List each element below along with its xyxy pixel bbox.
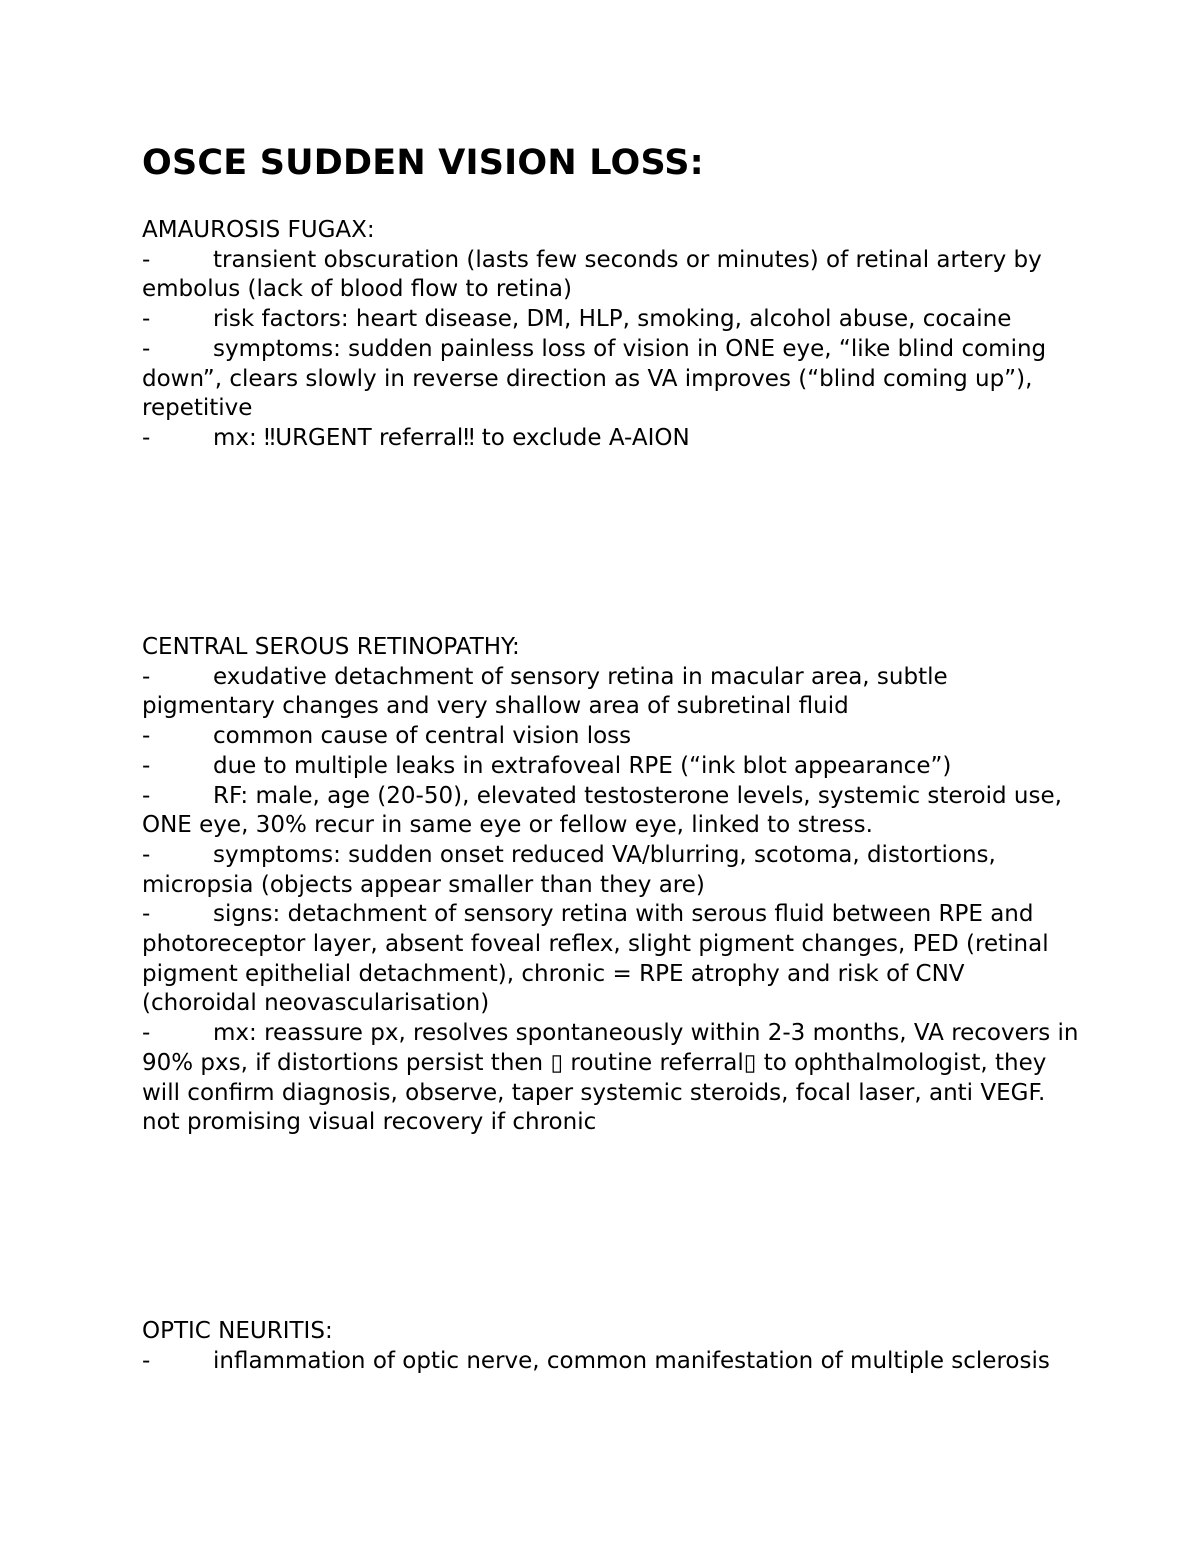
list-item-text: signs: detachment of sensory retina with serous fluid between RPE and photoreceptor layer, absent foveal reflex, slight pigment changes, PED (retinal pigment epithelial detachment), chronic = RPE atrophy and risk of CNV (choroidal neovascularisation) xyxy=(142,901,1049,1017)
bullet-dash: - xyxy=(142,841,151,868)
list-item-text: RF: male, age (20-50), elevated testosterone levels, systemic steroid use, ONE eye, 30% recur in same eye or fellow eye, linked to stress. xyxy=(142,782,1062,839)
list-item xyxy=(142,782,1082,841)
list-item-text: due to multiple leaks in extrafoveal RPE (“ink blot appearance”) xyxy=(213,752,952,779)
bullet-dash: - xyxy=(142,306,151,333)
section-heading: CENTRAL SEROUS RETINOPATHY: xyxy=(142,634,520,660)
list-item-text: risk factors: heart disease, DM, HLP, smoking, alcohol abuse, cocaine xyxy=(213,306,1012,333)
list-item xyxy=(142,841,1082,900)
bullet-dash: - xyxy=(142,901,151,928)
list-item xyxy=(142,246,1082,305)
list-item xyxy=(142,335,1082,424)
bullet-dash: - xyxy=(142,1020,151,1047)
list-item-text: common cause of central vision loss xyxy=(213,723,632,750)
list-item xyxy=(142,1347,1082,1377)
list-item xyxy=(142,722,1082,752)
section-heading: AMAUROSIS FUGAX: xyxy=(142,217,375,243)
list-item-text: mx: reassure px, resolves spontaneously within 2-3 months, VA recovers in 90% pxs, if distortions persist then ▯ routine referral▯ to ophthalmologist, they will confirm diagnosis, observe, taper systemic steroids, focal laser, anti VEGF. not promising visual recovery if chronic xyxy=(142,1020,1079,1136)
list-item xyxy=(142,752,1082,782)
list-item xyxy=(142,424,1082,454)
bullet-dash: - xyxy=(142,1347,151,1374)
section-amaurosis-fugax xyxy=(142,216,1082,454)
bullet-dash: - xyxy=(142,663,151,690)
list-item-text: symptoms: sudden painless loss of vision in ONE eye, “like blind coming down”, clears slowly in reverse direction as VA improves (“blind coming up”), repetitive xyxy=(142,335,1047,422)
list-item-text: exudative detachment of sensory retina in macular area, subtle pigmentary changes and very shallow area of subretinal fluid xyxy=(142,663,948,720)
bullet-dash: - xyxy=(142,246,151,273)
list-item-text: symptoms: sudden onset reduced VA/blurring, scotoma, distortions, micropsia (objects appear smaller than they are) xyxy=(142,841,996,898)
list-item xyxy=(142,900,1082,1019)
section-central-serous-retinopathy xyxy=(142,633,1082,1138)
bullet-dash: - xyxy=(142,424,151,451)
list-item xyxy=(142,305,1082,335)
section-heading: OPTIC NEURITIS: xyxy=(142,1318,333,1344)
list-item-text: inflammation of optic nerve, common manifestation of multiple sclerosis xyxy=(213,1347,1050,1374)
bullet-dash: - xyxy=(142,782,151,809)
document-title: OSCE SUDDEN VISION LOSS: xyxy=(142,143,704,183)
list-item-text: mx: ‼URGENT referral‼ to exclude A-AION xyxy=(213,424,690,451)
section-optic-neuritis xyxy=(142,1317,1082,1376)
bullet-dash: - xyxy=(142,723,151,750)
list-item-text: transient obscuration (lasts few seconds or minutes) of retinal artery by embolus (lack of blood flow to retina) xyxy=(142,246,1042,303)
list-item xyxy=(142,663,1082,722)
list-item xyxy=(142,1019,1082,1138)
bullet-dash: - xyxy=(142,752,151,779)
bullet-dash: - xyxy=(142,335,151,362)
